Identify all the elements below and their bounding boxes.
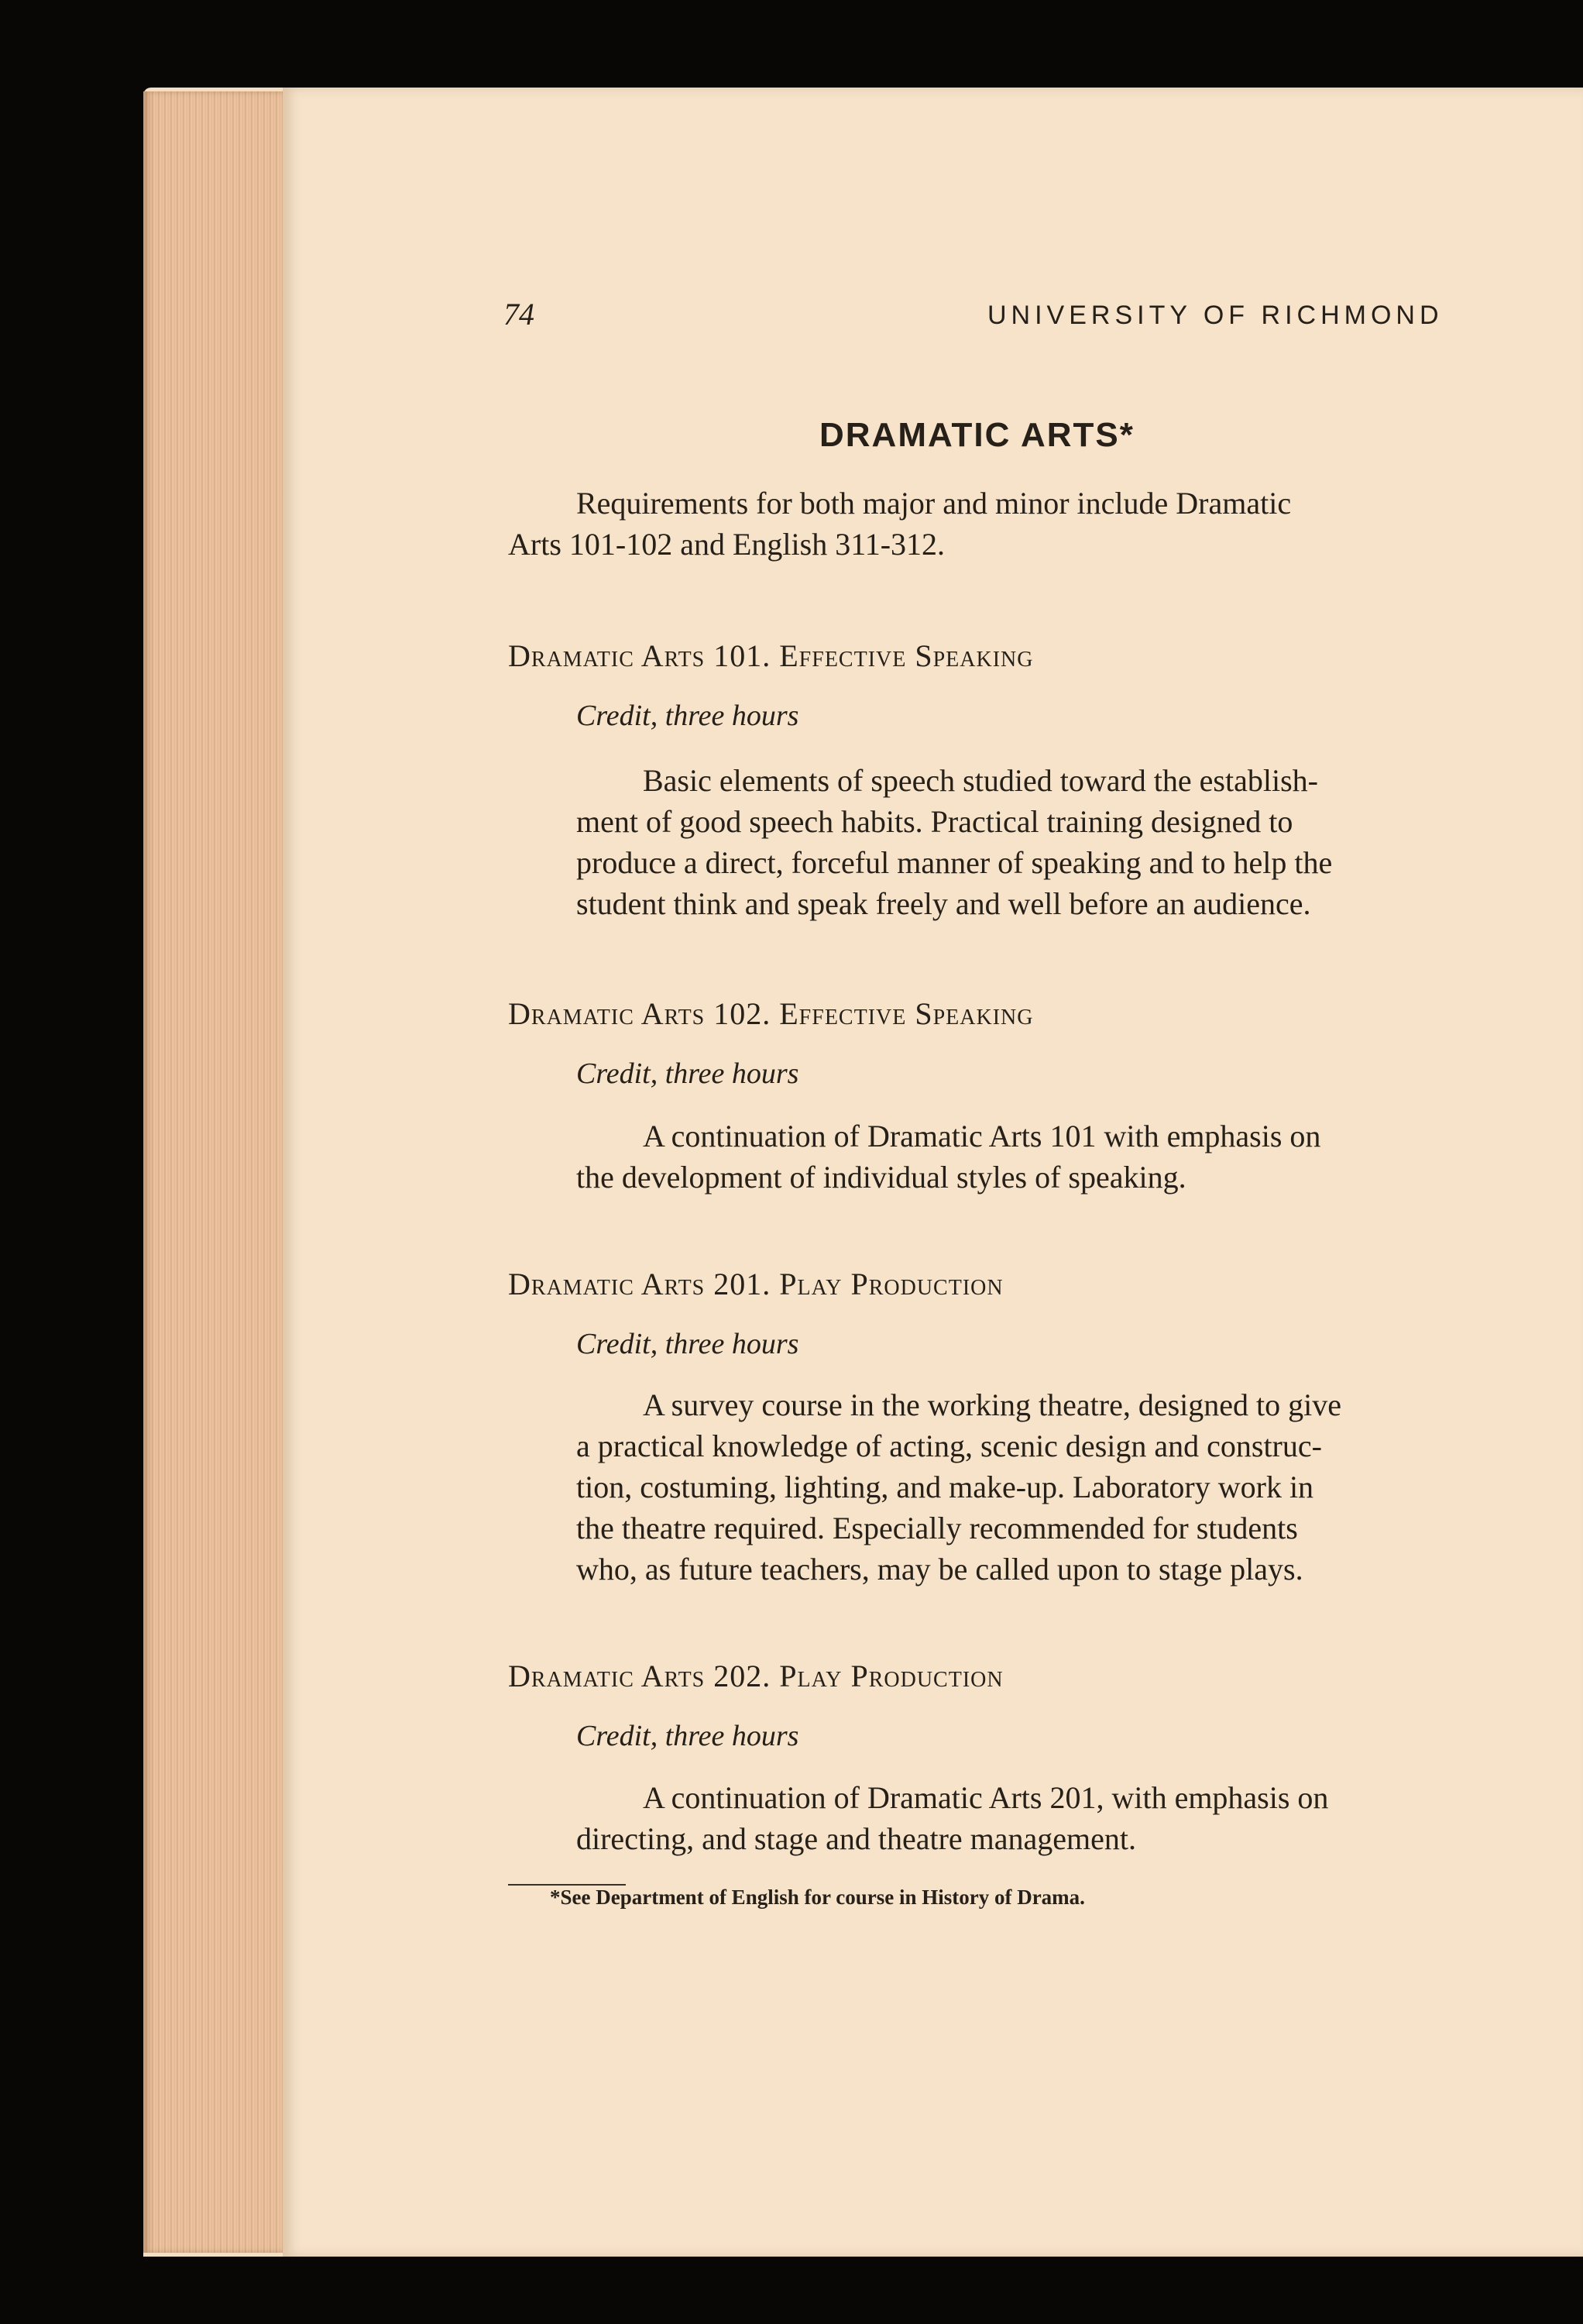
course-credit: Credit, three hours — [576, 700, 799, 732]
course-credit: Credit, three hours — [576, 1057, 799, 1090]
course-description-line: A continuation of Dramatic Arts 101 with emphasis on — [643, 1119, 1321, 1153]
course-description-line: the theatre required. Especially recommended for students — [576, 1511, 1298, 1545]
footnote: *See Department of English for course in History of Drama. — [550, 1886, 1085, 1909]
course-description-line: A continuation of Dramatic Arts 201, with emphasis on — [643, 1780, 1329, 1815]
course-title: Dramatic Arts 102. Effective Speaking — [508, 996, 1034, 1031]
course-description-line: who, as future teachers, may be called upon to stage plays. — [576, 1552, 1303, 1587]
intro-line-1: Requirements for both major and minor include Dramatic — [576, 486, 1292, 521]
course-title: Dramatic Arts 201. Play Production — [508, 1267, 1004, 1301]
page-number: 74 — [503, 297, 534, 332]
course-description-line: directing, and stage and theatre management. — [576, 1821, 1137, 1856]
course-credit: Credit, three hours — [576, 1328, 799, 1360]
course-title: Dramatic Arts 101. Effective Speaking — [508, 638, 1034, 673]
course-description-line: a practical knowledge of acting, scenic design and construc- — [576, 1428, 1322, 1463]
course-description-line: Basic elements of speech studied toward the establish- — [643, 763, 1318, 798]
course-credit: Credit, three hours — [576, 1720, 799, 1752]
running-title: UNIVERSITY OF RICHMOND — [987, 301, 1444, 330]
intro-line-2: Arts 101-102 and English 311-312. — [508, 527, 946, 562]
page-edges — [143, 91, 289, 2253]
course-description-line: ment of good speech habits. Practical training designed to — [576, 804, 1293, 839]
course-description-line: student think and speak freely and well before an audience. — [576, 886, 1311, 921]
course-description-line: the development of individual styles of speaking. — [576, 1160, 1186, 1195]
section-title: DRAMATIC ARTS* — [819, 416, 1135, 454]
course-title: Dramatic Arts 202. Play Production — [508, 1659, 1004, 1693]
course-description-line: produce a direct, forceful manner of speaking and to help the — [576, 845, 1333, 880]
course-description-line: tion, costuming, lighting, and make-up. Laboratory work in — [576, 1470, 1314, 1504]
course-description-line: A survey course in the working theatre, designed to give — [643, 1387, 1341, 1422]
